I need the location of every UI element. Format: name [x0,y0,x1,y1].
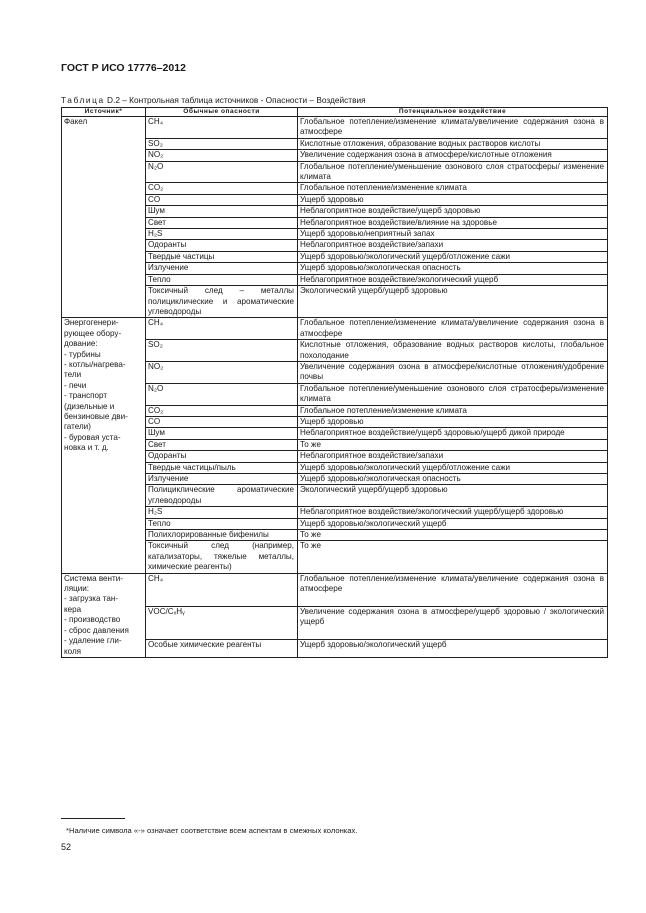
page-number: 52 [61,842,72,852]
hazard-cell: CO [146,194,298,205]
effect-cell: Неблагоприятное воздействие/экологический ущерб/ущерб здоровью [298,507,608,518]
hazard-cell: Токсичный след (например, катализаторы, тяжелые металлы, химические реагенты) [146,541,298,573]
effect-cell: Глобальное потепление/изменение климата [298,405,608,416]
hazard-cell: Одоранты [146,451,298,462]
source-line: рующее обору- [64,328,122,338]
effect-cell: Глобальное потепление/изменение климата/увеличение содержания озона в атмосфере [298,573,608,606]
hazard-cell: Излучение [146,474,298,485]
table-row [62,318,608,340]
source-line: бензиновые дви- [64,411,128,421]
source-line: Факел [64,117,88,126]
effect-cell: Ущерб здоровью/неприятный запах [298,229,608,240]
hazard-cell: CH₄ [146,318,298,340]
hazard-cell: H₂S [146,507,298,518]
hazard-cell: N₂O [146,383,298,405]
hazard-cell: Излучение [146,263,298,274]
table-header-row [62,108,608,117]
hazard-cell: Полициклические ароматические углеводороды [146,485,298,507]
effect-cell: Неблагоприятное воздействие/экологический ущерб [298,274,608,285]
document-title: ГОСТ Р ИСО 17776–2012 [61,62,186,74]
source-line: Энергогенери- [64,318,119,328]
effect-cell: Неблагоприятное воздействие/запахи [298,240,608,251]
hazard-cell: Твердые частицы [146,251,298,262]
effect-cell: То же [298,541,608,573]
source-line: ляции: [64,584,90,594]
source-line: - загрузка тан- [64,594,119,604]
source-line: - котлы/нагрева- [64,359,126,369]
source-line: - удаление гли- [64,636,122,646]
effect-cell: Увеличение содержания озона в атмосфере/ущерб здоровью / экологический ущерб [298,607,608,640]
hazard-cell: Токсичный след – металлы полициклические и ароматические углеводороды [146,286,298,318]
source-line: - производство [64,615,121,625]
source-cell [62,573,146,657]
effect-cell: Экологический ущерб/ущерб здоровью [298,485,608,507]
footnote: *Наличие символа «-» означает соответствие всем аспектам в смежных колонках. [66,826,358,835]
hazard-cell: SO₂ [146,138,298,149]
effect-cell: Увеличение содержания озона в атмосфере/кислотные отложения/удобрение почвы [298,361,608,383]
effect-cell: Неблагоприятное воздействие/запахи [298,451,608,462]
effect-cell: Глобальное потепление/уменьшение озонового слоя стратосферы/изменение климата [298,383,608,405]
effect-cell: Кислотные отложения, образование водных растворов кислоты [298,138,608,149]
effect-cell: Неблагоприятное воздействие/влияние на здоровье [298,217,608,228]
effect-cell: Глобальное потепление/изменение климата/увеличение содержания озона в атмосфере [298,318,608,340]
source-line: кера [64,604,82,614]
hazard-cell: H₂S [146,229,298,240]
table-row [62,573,608,606]
effect-cell: Ущерб здоровью [298,194,608,205]
hazard-cell: Тепло [146,518,298,529]
source-line: - печи [64,380,87,390]
footnote-divider [61,818,125,819]
source-line: Система венти- [64,573,123,583]
effect-cell: Неблагоприятное воздействие/ущерб здоровью/ущерб дикой природе [298,428,608,439]
hazard-cell: SO₂ [146,340,298,362]
table-caption [61,95,366,105]
hazard-cell: VOC/CₓHᵧ [146,607,298,640]
hazard-cell: Свет [146,439,298,450]
column-header-source: Источник* [62,108,146,117]
effect-cell: Глобальное потепление/изменение климата/увеличение содержания озона в атмосфере [298,117,608,139]
effect-cell: Ущерб здоровью/экологическая опасность [298,474,608,485]
hazard-cell: Тепло [146,274,298,285]
effect-cell: Ущерб здоровью/экологический ущерб [298,518,608,529]
source-line: - буровая уста- [64,432,121,442]
table-caption-label: Таблица [61,95,105,105]
hazard-cell: N₂O [146,161,298,183]
table-caption-text: D.2 – Контрольная таблица источников - Опасности – Воздействия [107,95,366,105]
hazard-cell: Шум [146,206,298,217]
table-row [62,117,608,139]
hazard-cell: NO₂ [146,361,298,383]
column-header-impact: Потенциальное воздействие [298,108,608,117]
hazard-cell: CH₄ [146,573,298,606]
source-cell [62,117,146,318]
source-line: тели [64,370,82,380]
hazard-cell: Полихлорированные бифенилы [146,530,298,541]
hazard-cell: NO₂ [146,150,298,161]
hazard-cell: CO [146,416,298,427]
hazard-cell: Твердые частицы/пыль [146,462,298,473]
effect-cell: Ущерб здоровью/экологический ущерб/отложение сажи [298,462,608,473]
effect-cell: Глобальное потепление/уменьшение озонового слоя стратосферы/ изменение климата [298,161,608,183]
source-line: гатели) [64,422,91,432]
effect-cell: То же [298,530,608,541]
effect-cell: Глобальное потепление/изменение климата [298,183,608,194]
source-line: - сброс давления [64,625,129,635]
source-line: - турбины [64,349,101,359]
source-line: дование: [64,339,98,349]
source-line: - транспорт [64,391,108,401]
table-body [62,117,608,658]
effect-cell: Ущерб здоровью/экологическая опасность [298,263,608,274]
effect-cell: То же [298,439,608,450]
source-cell [62,318,146,573]
hazard-cell: Одоранты [146,240,298,251]
hazard-cell: Шум [146,428,298,439]
effect-cell: Увеличение содержания озона в атмосфере/кислотные отложения [298,150,608,161]
source-line: новка и т. д. [64,443,109,453]
hazard-checklist-table [61,107,608,658]
effect-cell: Экологический ущерб/ущерб здоровью [298,286,608,318]
effect-cell: Ущерб здоровью/экологический ущерб/отложение сажи [298,251,608,262]
effect-cell: Кислотные отложения, образование водных растворов кислоты, глобальное похолодание [298,340,608,362]
hazard-cell: Свет [146,217,298,228]
source-line: (дизельные и [64,401,115,411]
hazard-cell: CO₂ [146,405,298,416]
source-line: коля [64,646,82,656]
hazard-cell: Особые химические реагенты [146,640,298,657]
effect-cell: Неблагоприятное воздействие/ущерб здоровью [298,206,608,217]
hazard-cell: CO₂ [146,183,298,194]
column-header-hazards: Обычные опасности [146,108,298,117]
effect-cell: Ущерб здоровью [298,416,608,427]
hazard-cell: CH₄ [146,117,298,139]
effect-cell: Ущерб здоровью/экологический ущерб [298,640,608,657]
